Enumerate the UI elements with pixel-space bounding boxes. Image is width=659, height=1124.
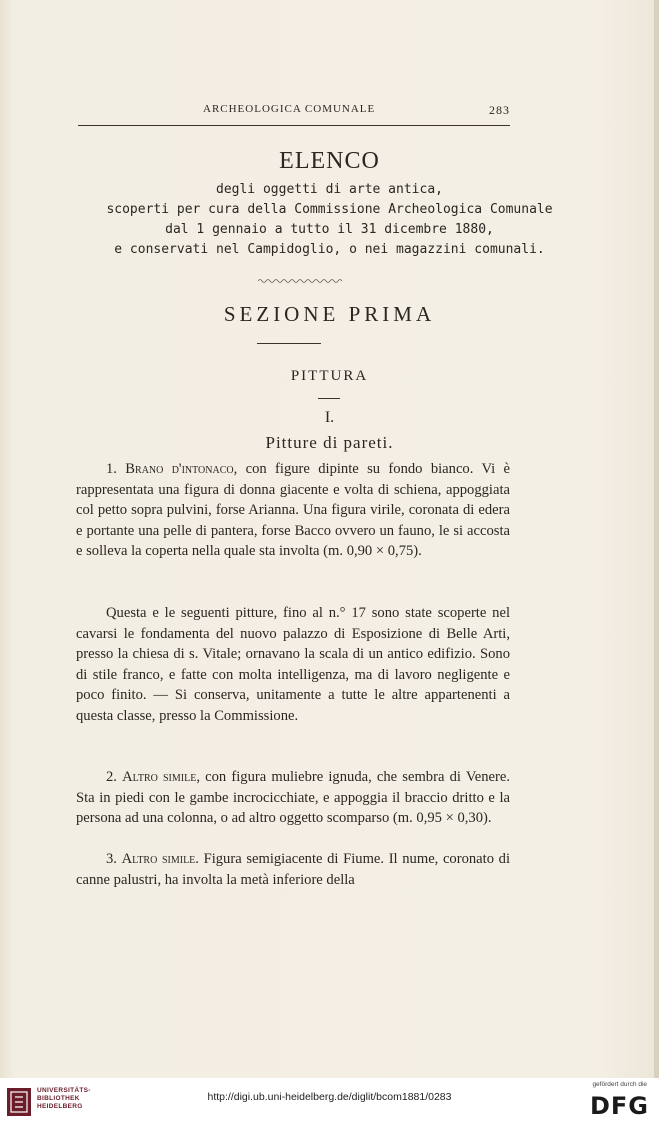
page-title: ELENCO (279, 148, 380, 174)
page-number: 283 (489, 103, 510, 117)
entry-paragraph: 1. Brano d'intonaco, con figure dipinte su fondo bianco. Vi è rappresentata una figura di donna giacente e volta di schiena, appoggiata col petto sopra pulvini, forse Arianna. Una figura virile, coronata di edera e portante una pelle di pantera, forse Bacco ovvero un fauno, le si accosta e solleva la coperta nella quale sta involta (m. 0,90 × 0,75). (76, 461, 510, 560)
category-heading: PITTURA (290, 368, 369, 384)
entry-lead: Altro simile (122, 769, 197, 785)
funding-label: gefördert durch die (592, 1081, 647, 1088)
subtitle-line: scoperti per cura della Commissione Archeologica Comunale (106, 202, 553, 217)
section-title: SEZIONE PRIMA (223, 302, 436, 326)
institution-name: UNIVERSITÄTS- BIBLIOTHEK HEIDELBERG (37, 1087, 91, 1110)
running-title: ARCHEOLOGICA COMUNALE (203, 103, 376, 115)
category-rule (318, 398, 340, 399)
subheading: Pitture di pareti. (265, 433, 394, 452)
header-rule (78, 125, 510, 126)
section-rule (257, 343, 321, 344)
note-paragraph: Questa e le seguenti pitture, fino al n.° 17 sono state scoperte nel cavarsi le fondamenta del nuovo palazzo di Esposizione di Belle Arti, presso la chiesa di s. Vitale; ornavano la scala di un antico edifizio. Sono di stile franco, e fatte con molta intelligenza, ma di lavoro negligente e poco finito. — Si conserva, unitamente a tutte le altre appartenenti a questa classe, presso la Commissione. (76, 605, 510, 724)
subtitle-line: dal 1 gennaio a tutto il 31 dicembre 1880, (165, 222, 494, 237)
entry-lead: Brano d'intonaco (125, 461, 234, 477)
entry-paragraph: 2. Altro simile, con figura muliebre ignuda, che sembra di Venere. Sta in piedi con le gambe incrocicchiate, e appoggia il braccio dritto e la persona ad una colonna, o ad altro oggetto scomparso (m. 0,95 × 0,30). (76, 769, 510, 827)
dfg-logo: DFG (589, 1092, 649, 1120)
running-header (78, 103, 510, 123)
footer-bar (0, 1078, 659, 1124)
entry-paragraph: 3. Altro simile. Figura semigiacente di Fiume. Il nume, coronato di canne palustri, ha involta la metà inferiore della (76, 851, 511, 888)
permalink[interactable]: http://digi.ub.uni-heidelberg.de/diglit/bcom1881/0283 (207, 1091, 452, 1103)
wavy-ornament (258, 278, 344, 284)
subtitle-line: degli oggetti di arte antica, (216, 182, 443, 197)
entry-lead: Altro simile (121, 851, 196, 867)
roman-numeral: I. (324, 409, 335, 426)
subtitle-line: e conservati nel Campidoglio, o nei magazzini comunali. (114, 242, 545, 257)
